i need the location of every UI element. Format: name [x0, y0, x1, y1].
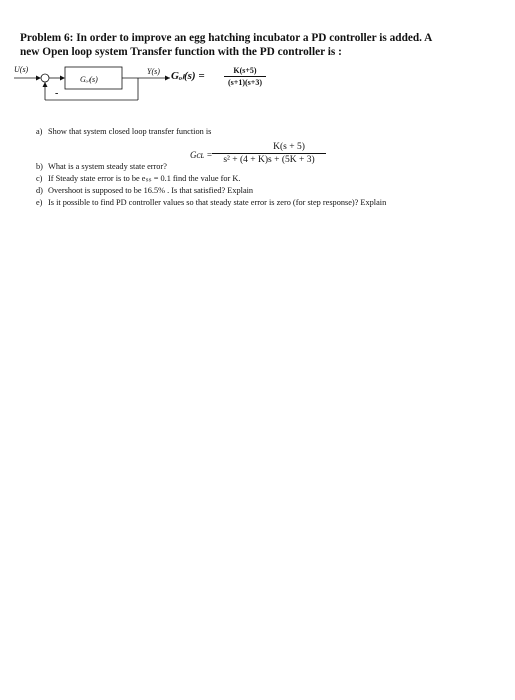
question-c — [36, 174, 240, 185]
question-a-text: Show that system closed loop transfer function is — [48, 127, 212, 136]
question-e-label: e) — [36, 198, 43, 207]
heading-line-1: Problem 6: In order to improve an egg hatching incubator a PD controller is added. A — [20, 32, 433, 44]
summing-junction — [41, 74, 49, 82]
block-label: Gₒₗ(s) — [80, 75, 98, 84]
closed-loop-fraction-bar — [212, 153, 326, 154]
block-input-arrowhead — [60, 76, 65, 81]
output-arrowhead — [165, 76, 170, 81]
heading-line-2: new Open loop system Transfer function with the PD controller is : — [20, 46, 342, 58]
closed-loop-numerator: K(s + 5) — [273, 142, 305, 152]
closed-loop-denominator: s² + (4 + K)s + (5K + 3) — [223, 155, 315, 165]
input-label: U(s) — [14, 65, 29, 74]
question-a — [36, 127, 211, 138]
question-b — [36, 162, 167, 173]
open-loop-tf-lhs: Gₒₗ(s) = — [171, 70, 205, 82]
question-d-text: Overshoot is supposed to be 16.5% . Is that satisfied? Explain — [48, 186, 254, 195]
open-loop-numerator: K(s+5) — [233, 66, 257, 75]
problem-heading — [20, 31, 498, 59]
closed-loop-tf-fraction — [212, 142, 326, 165]
open-loop-fraction-bar — [224, 76, 266, 77]
feedback-sign: - — [55, 88, 59, 99]
question-c-text: If Steady state error is to be eₛₛ = 0.1 find the value for K. — [48, 174, 241, 183]
feedback-arrowhead — [43, 82, 48, 87]
output-label: Y(s) — [147, 67, 160, 76]
question-a-label: a) — [36, 127, 43, 136]
question-d-label: d) — [36, 186, 43, 195]
question-b-text: What is a system steady state error? — [48, 162, 167, 171]
input-arrowhead — [36, 76, 41, 81]
question-e — [36, 198, 386, 209]
question-b-label: b) — [36, 162, 43, 171]
question-e-text: Is it possible to find PD controller values so that steady state error is zero (for step response)? Explain — [48, 198, 387, 207]
closed-loop-tf-lhs: Gᴄʟ = — [190, 150, 213, 160]
question-c-label: c) — [36, 174, 43, 183]
question-d — [36, 186, 253, 197]
open-loop-tf-fraction — [224, 66, 266, 87]
open-loop-denominator: (s+1)(s+3) — [228, 78, 262, 87]
